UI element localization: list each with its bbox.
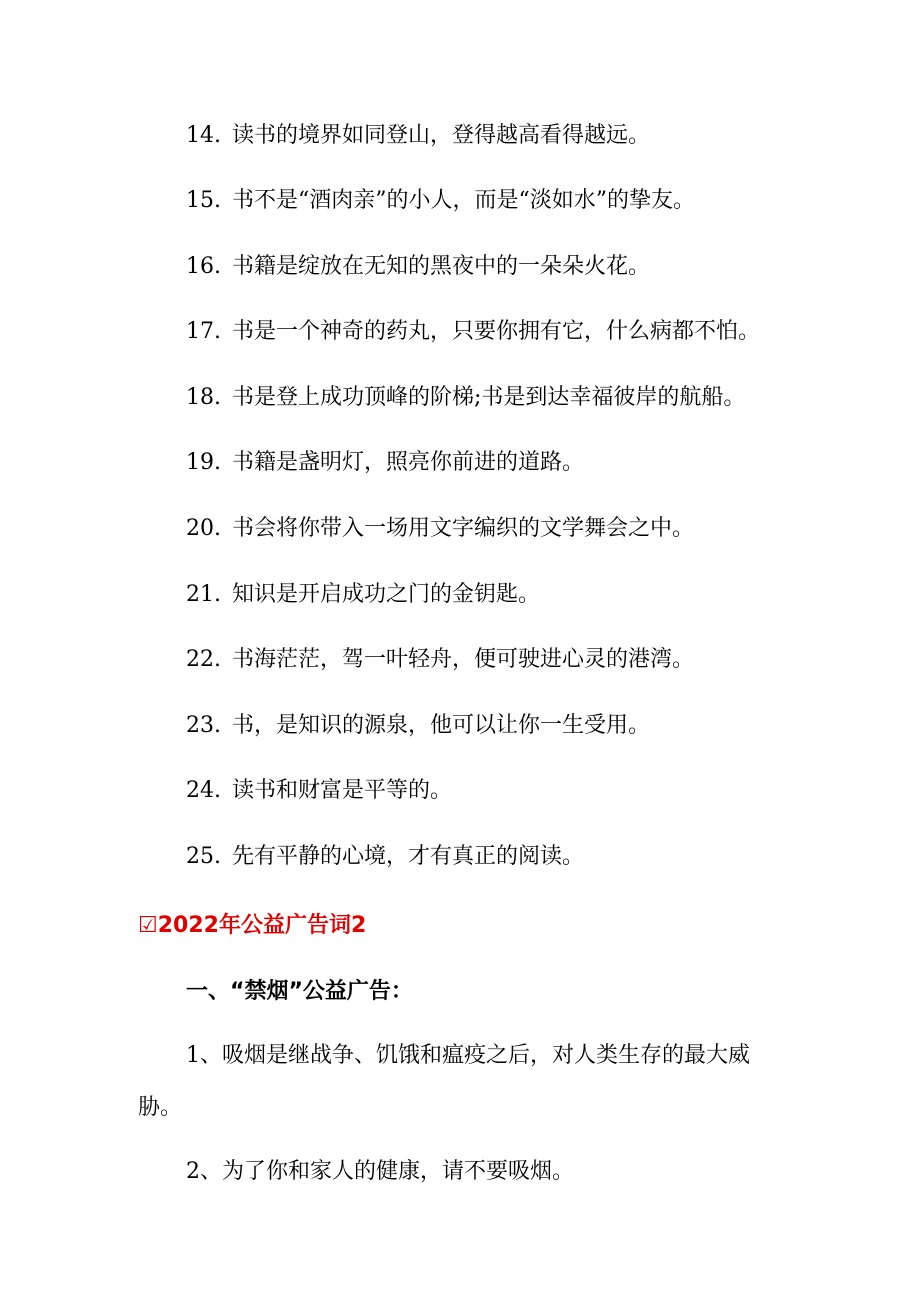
item-number: 19.	[186, 450, 221, 475]
list-item	[186, 514, 694, 544]
item-number: 25.	[186, 844, 221, 869]
item-number: 18.	[186, 385, 221, 410]
paragraph: 1、吸烟是继战争、饥饿和瘟疫之后，对人类生存的最大威胁。	[138, 1043, 750, 1120]
item-text: 书不是“酒肉亲”的小人，而是“淡如水”的挚友。	[232, 188, 695, 213]
list-item	[186, 645, 694, 675]
item-number: 23.	[186, 713, 221, 738]
list-item	[186, 383, 745, 413]
item-text: 知识是开启成功之门的金钥匙。	[232, 582, 541, 607]
sub-heading: 一、“禁烟”公益广告：	[186, 979, 413, 1004]
item-text: 书是一个神奇的药丸，只要你拥有它，什么病都不怕。	[232, 319, 761, 344]
item-number: 16.	[186, 254, 221, 279]
item-number: 15.	[186, 188, 221, 213]
list-item	[186, 711, 650, 741]
item-number: 21.	[186, 582, 221, 607]
list-item	[186, 252, 650, 282]
list-item	[186, 580, 540, 610]
list-item	[186, 842, 584, 872]
item-number: 24.	[186, 778, 221, 803]
list-item	[186, 186, 695, 216]
item-text: 读书和财富是平等的。	[232, 778, 453, 803]
item-number: 14.	[186, 123, 221, 148]
list-item	[186, 448, 584, 478]
item-number: 17.	[186, 319, 221, 344]
item-text: 书海茫茫，驾一叶轻舟，便可驶进心灵的港湾。	[232, 647, 695, 672]
item-text: 书会将你带入一场用文字编织的文学舞会之中。	[232, 516, 695, 541]
item-text: 先有平静的心境，才有真正的阅读。	[232, 844, 585, 869]
item-text: 书，是知识的源泉，他可以让你一生受用。	[232, 713, 651, 738]
item-text: 书籍是绽放在无知的黑夜中的一朵朵火花。	[232, 254, 651, 279]
paragraph: 2、为了你和家人的健康，请不要吸烟。	[186, 1159, 574, 1184]
list-item	[186, 776, 452, 806]
section-heading: ☑2022年公益广告词2	[138, 913, 367, 938]
list-item	[186, 121, 650, 151]
item-number: 20.	[186, 516, 221, 541]
item-text: 书籍是盏明灯，照亮你前进的道路。	[232, 450, 585, 475]
item-text: 读书的境界如同登山，登得越高看得越远。	[232, 123, 651, 148]
list-item	[186, 317, 760, 347]
item-text: 书是登上成功顶峰的阶梯;书是到达幸福彼岸的航船。	[232, 385, 746, 410]
item-number: 22.	[186, 647, 221, 672]
